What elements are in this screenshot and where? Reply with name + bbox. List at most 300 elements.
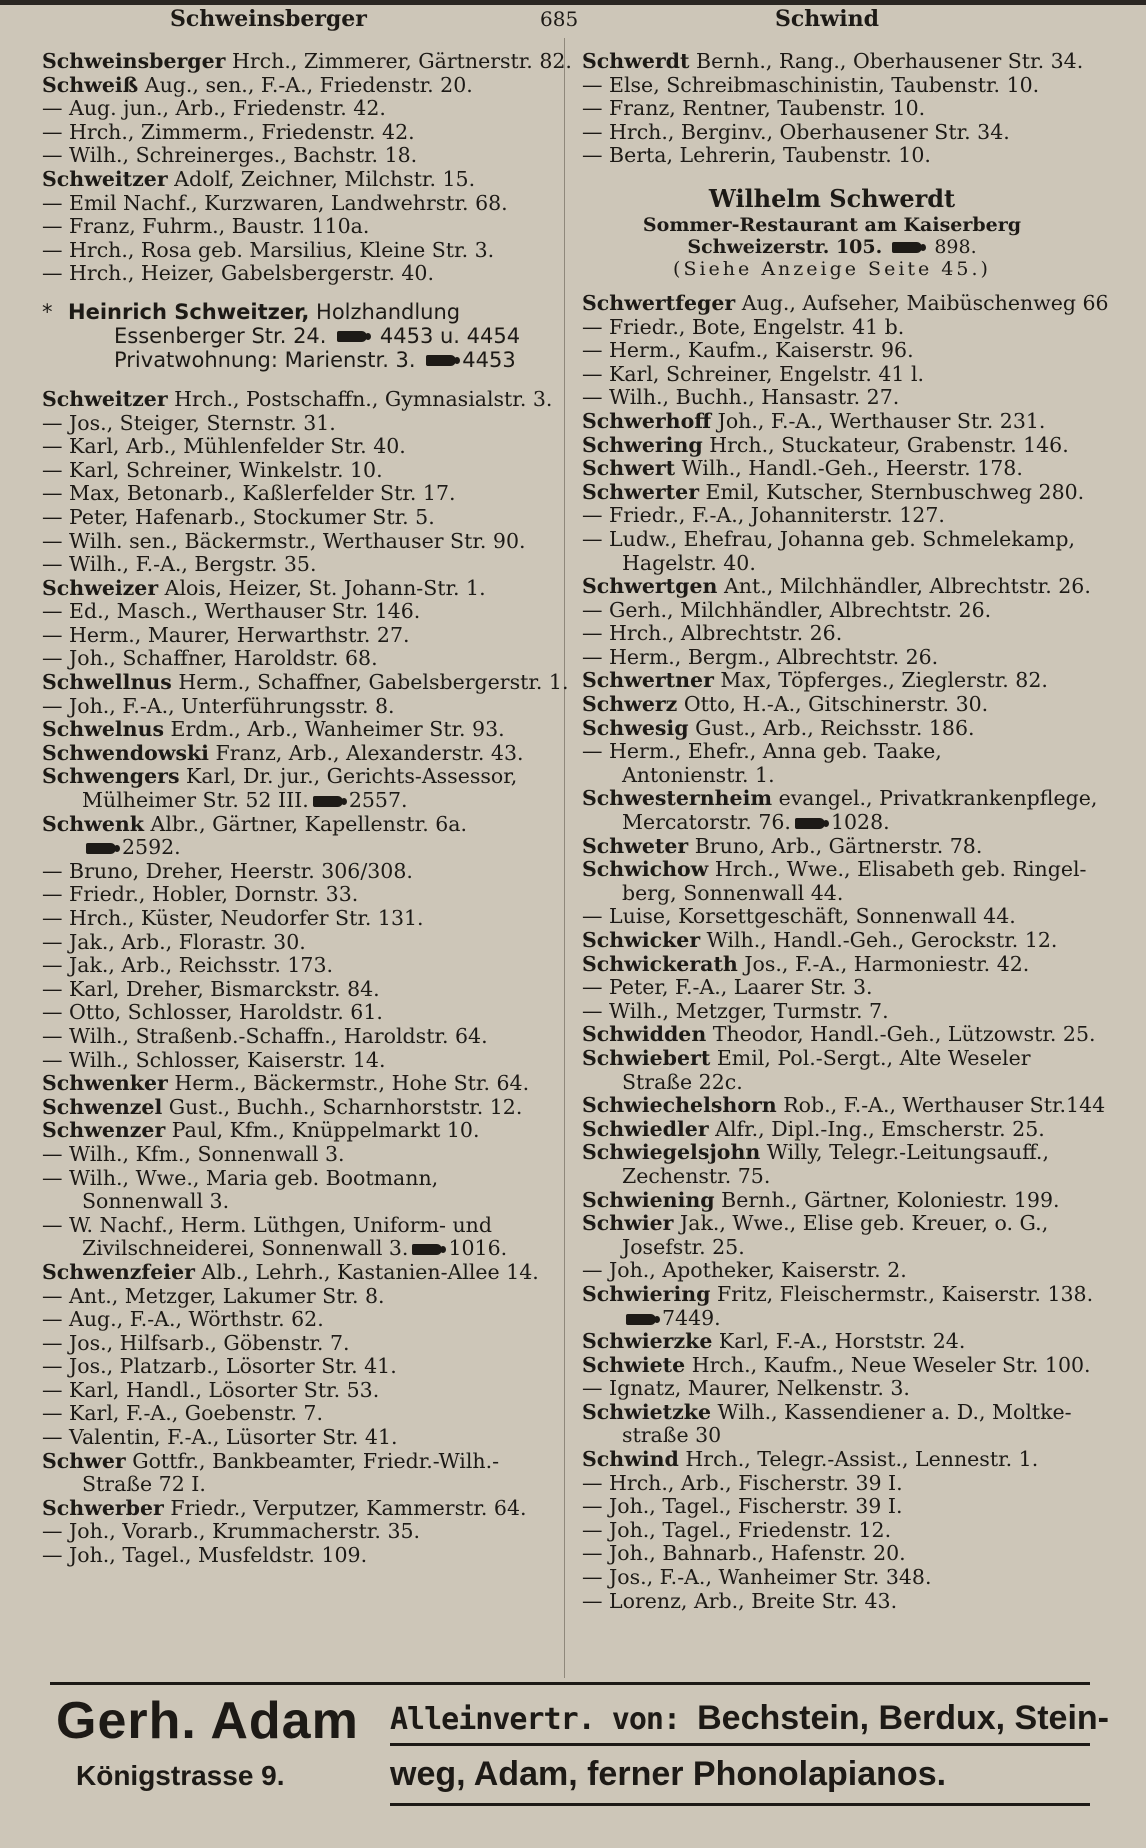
entry-details: — Herm., Maurer, Herwarthstr. 27.	[42, 622, 410, 647]
sad-phone: 898.	[934, 235, 977, 258]
entry-details: — Hrch., Küster, Neudorfer Str. 131.	[42, 906, 424, 930]
header-left-keyword: Schweinsberger	[170, 6, 367, 32]
entry-phone: 1016.	[448, 1236, 508, 1261]
left-entries-2	[42, 386, 569, 1568]
ad-private-address: Privatwohnung: Marienstr. 3.	[114, 347, 416, 372]
entry-details: — Karl, Schreiner, Engelstr. 41 l.	[582, 361, 925, 386]
directory-entry	[42, 239, 552, 263]
entry-details: — Joh., F.-A., Unterführungsstr. 8.	[42, 693, 395, 718]
directory-entry	[42, 1379, 552, 1403]
ad-phone: 4453 u. 4454	[379, 323, 521, 348]
entry-details: — Hrch., Heizer, Gabelsbergerstr. 40.	[42, 261, 434, 286]
entry-surname: Schwertner	[582, 668, 714, 693]
entry-details: — Herm., Kaufm., Kaiserstr. 96.	[582, 338, 914, 363]
directory-entry	[582, 1259, 1082, 1283]
sad-line1: Sommer-Restaurant am Kaiserberg	[642, 213, 1022, 236]
entry-details: Wilh., Kassendiener a. D., Moltke-	[711, 1399, 1072, 1424]
entry-details: Joh., F.-A., Werthauser Str. 231.	[711, 408, 1046, 433]
entry-details: — Joh., Tagel., Friedenstr. 12.	[582, 1517, 892, 1542]
schwerdt-advertisement	[582, 184, 1082, 280]
directory-entry	[582, 693, 1082, 717]
directory-entry	[582, 953, 1082, 977]
entry-details: — Bruno, Dreher, Heerstr. 306/308.	[42, 858, 413, 883]
directory-entry	[582, 857, 1087, 882]
entry-phone: 2592.	[122, 835, 181, 860]
directory-entry	[42, 388, 552, 412]
entry-phone: 1028.	[830, 810, 890, 835]
entry-details: — Jak., Arb., Reichsstr. 173.	[42, 953, 334, 978]
directory-entry	[582, 434, 1082, 458]
directory-entry	[582, 1448, 1082, 1472]
entry-details: Erdm., Arb., Wanheimer Str. 93.	[164, 717, 505, 742]
directory-entry	[42, 1497, 552, 1521]
entry-details: Alfr., Dipl.-Ing., Emscherstr. 25.	[708, 1116, 1045, 1141]
entry-details: Bernh., Gärtner, Koloniestr. 199.	[714, 1187, 1060, 1212]
entry-surname: Schwiening	[582, 1187, 715, 1212]
directory-entry	[42, 144, 552, 168]
ad-private-phone: 4453	[462, 347, 516, 372]
entry-details: — Franz, Fuhrm., Baustr. 110a.	[42, 214, 370, 239]
entry-details: Herm., Bäckermstr., Hohe Str. 64.	[167, 1071, 530, 1096]
entry-details: Adolf, Zeichner, Milchstr. 15.	[167, 166, 476, 191]
directory-entry	[582, 1165, 1082, 1189]
entry-details: Mülheimer Str. 52 III.	[82, 788, 309, 813]
directory-entry	[42, 459, 552, 483]
entry-surname: Schwer	[42, 1448, 126, 1473]
entry-details: — Karl, Schreiner, Winkelstr. 10.	[42, 457, 383, 482]
entry-details: Friedr., Verputzer, Kammerstr. 64.	[163, 1495, 527, 1520]
entry-details: — Karl, Dreher, Bismarckstr. 84.	[42, 976, 380, 1001]
directory-entry	[582, 929, 1082, 953]
directory-entry	[42, 1001, 552, 1025]
entry-details: Hrch., Telegr.-Assist., Lennestr. 1.	[678, 1447, 1039, 1472]
entry-details: straße 30	[622, 1423, 722, 1448]
entry-details: Jos., F.-A., Harmoniestr. 42.	[737, 951, 1030, 976]
directory-entry	[582, 144, 1082, 168]
bottom-ad-rule	[390, 1743, 1090, 1746]
directory-entry	[42, 765, 552, 789]
directory-entry	[42, 860, 552, 884]
entry-phone: 7449.	[662, 1305, 721, 1330]
entry-details: — Joh., Apotheker, Kaiserstr. 2.	[582, 1258, 907, 1283]
directory-entry	[42, 97, 552, 121]
directory-entry	[582, 1022, 1096, 1047]
right-column	[582, 49, 1109, 1613]
directory-entry	[582, 1093, 1106, 1118]
directory-entry	[42, 1544, 552, 1568]
entry-details: — Franz, Rentner, Taubenstr. 10.	[582, 96, 926, 121]
entry-details: — Ed., Masch., Werthauser Str. 146.	[42, 599, 421, 624]
directory-entry	[42, 1190, 552, 1214]
entry-details: — Peter, Hafenarb., Stockumer Str. 5.	[42, 504, 435, 529]
bottom-ad-address: Königstrasse 9.	[76, 1760, 285, 1791]
directory-entry	[42, 1049, 552, 1073]
directory-entry	[42, 670, 569, 695]
directory-entry	[42, 978, 552, 1002]
sad-line2	[582, 236, 1082, 258]
directory-entry	[582, 1189, 1082, 1213]
entry-details: Sonnenwall 3.	[82, 1189, 230, 1214]
directory-entry	[42, 553, 552, 577]
directory-entry	[42, 742, 552, 766]
entry-details: — Wilh., Straßenb.-Schaffn., Haroldstr. 64.	[42, 1023, 488, 1048]
sad-line3: (Siehe Anzeige Seite 45.)	[673, 257, 991, 280]
left-column	[42, 49, 572, 1568]
entry-details: — W. Nachf., Herm. Lüthgen, Uniform- und	[42, 1212, 492, 1237]
entry-surname: Schwenk	[42, 811, 144, 836]
entry-details: — Jos., F.-A., Wanheimer Str. 348.	[582, 1565, 932, 1590]
directory-entry	[42, 1143, 552, 1167]
entry-surname: Schwerter	[582, 479, 699, 504]
entry-details: Bernh., Rang., Oberhausener Str. 34.	[689, 49, 1084, 73]
column-divider	[564, 38, 565, 1678]
directory-entry	[582, 835, 1082, 859]
directory-entry	[582, 976, 1082, 1000]
schweitzer-advertisement	[42, 300, 552, 372]
directory-entry	[582, 50, 1082, 74]
entry-surname: Schwerhoff	[582, 408, 712, 433]
entry-details: — Joh., Tagel., Musfeldstr. 109.	[42, 1543, 368, 1568]
directory-entry	[582, 316, 1082, 340]
ad-address: Essenberger Str. 24.	[114, 323, 327, 348]
entry-details: — Hrch., Albrechtstr. 26.	[582, 621, 843, 646]
entry-surname: Schwenker	[42, 1071, 168, 1096]
entry-details: Aug., sen., F.-A., Friedenstr. 20.	[138, 72, 473, 97]
directory-entry	[582, 1377, 1082, 1401]
directory-entry	[582, 1330, 1082, 1354]
entry-surname: Schwengers	[42, 764, 180, 789]
directory-entry	[42, 1167, 552, 1191]
directory-entry	[582, 1071, 1082, 1095]
entry-details: Gust., Buchh., Scharnhorststr. 12.	[162, 1094, 523, 1119]
entry-details: Albr., Gärtner, Kapellenstr. 6a.	[144, 811, 468, 836]
right-entries-1	[582, 50, 1082, 168]
entry-details: — Friedr., F.-A., Johanniterstr. 127.	[582, 503, 945, 528]
entry-details: Zivilschneiderei, Sonnenwall 3.	[82, 1236, 409, 1261]
directory-entry	[42, 789, 552, 813]
directory-entry	[582, 410, 1082, 434]
directory-entry	[42, 931, 552, 955]
directory-entry	[42, 1308, 552, 1332]
entry-details: Josefstr. 25.	[622, 1234, 745, 1259]
entry-surname: Schwenzel	[42, 1094, 163, 1119]
left-entries-1	[42, 49, 572, 286]
telephone-icon	[86, 843, 116, 854]
directory-entry	[582, 1401, 1082, 1425]
header-right-keyword: Schwind	[775, 6, 879, 32]
entry-details: Antonienstr. 1.	[622, 762, 775, 787]
entry-details: Hrch., Wwe., Elisabeth geb. Ringel-	[708, 857, 1087, 882]
entry-details: — Lorenz, Arb., Breite Str. 43.	[582, 1588, 898, 1613]
telephone-icon	[313, 796, 343, 807]
directory-entry	[582, 339, 1082, 363]
entry-details: — Jos., Platzarb., Lösorter Str. 41.	[42, 1354, 397, 1379]
directory-entry	[582, 479, 1085, 505]
entry-surname: Schweitzer	[42, 386, 168, 411]
telephone-icon	[426, 355, 456, 366]
directory-entry	[582, 97, 1082, 121]
directory-entry	[42, 1450, 552, 1474]
entry-details: Hrch., Kaufm., Neue Weseler Str. 100.	[685, 1352, 1091, 1377]
directory-entry	[42, 1025, 552, 1049]
entry-details: Theodor, Handl.-Geh., Lützowstr. 25.	[706, 1022, 1096, 1047]
directory-entry	[42, 1402, 552, 1426]
entry-details: Herm., Schaffner, Gabelsbergerstr. 1.	[171, 670, 569, 695]
entry-details: — Karl, Arb., Mühlenfelder Str. 40.	[42, 434, 406, 459]
entry-details: Karl, F.-A., Horststr. 24.	[712, 1329, 966, 1354]
entry-surname: Schweiß	[42, 72, 139, 97]
directory-entry	[42, 695, 552, 719]
entry-surname: Schwichow	[582, 857, 709, 882]
directory-entry	[42, 1096, 552, 1120]
directory-entry	[582, 646, 1082, 670]
entry-surname: Schweter	[582, 833, 689, 858]
directory-entry	[42, 600, 552, 624]
page-number: 685	[540, 7, 579, 31]
directory-entry	[42, 506, 552, 530]
entry-details: — Wilh., Kfm., Sonnenwall 3.	[42, 1141, 345, 1166]
directory-entry	[582, 1542, 1082, 1566]
directory-entry	[42, 1072, 552, 1096]
entry-details: Wilh., Handl.-Geh., Gerockstr. 12.	[700, 928, 1058, 952]
directory-entry	[582, 1566, 1082, 1590]
entry-details: — Wilh., Metzger, Turmstr. 7.	[582, 998, 889, 1023]
directory-entry	[582, 1590, 1082, 1614]
directory-entry	[582, 811, 1082, 835]
entry-details: — Ludw., Ehefrau, Johanna geb. Schmelekamp,	[582, 526, 1076, 551]
directory-entry	[42, 1520, 552, 1544]
directory-entry	[582, 528, 1082, 552]
ad-trade: Holzhandlung	[309, 299, 461, 324]
entry-surname: Schwerdt	[582, 49, 690, 73]
entry-details: Emil, Pol.-Sergt., Alte Weseler	[710, 1045, 1031, 1070]
directory-entry	[42, 530, 552, 554]
directory-entry	[582, 1424, 1082, 1448]
directory-entry	[582, 905, 1082, 929]
directory-entry	[42, 215, 552, 239]
entry-details: — Else, Schreibmaschinistin, Taubenstr. 10.	[582, 72, 1040, 97]
entry-surname: Schwind	[582, 1447, 679, 1472]
directory-entry	[582, 363, 1082, 387]
telephone-icon	[795, 818, 825, 829]
entry-details: — Herm., Bergm., Albrechtstr. 26.	[582, 644, 939, 669]
directory-entry	[42, 1261, 552, 1285]
directory-entry	[582, 1519, 1082, 1543]
entry-details: — Ant., Metzger, Lakumer Str. 8.	[42, 1283, 385, 1308]
directory-entry	[42, 412, 552, 436]
directory-entry	[42, 1119, 552, 1143]
directory-entry	[42, 1426, 552, 1450]
entry-details: — Emil Nachf., Kurzwaren, Landwehrstr. 68.	[42, 190, 508, 215]
directory-entry	[42, 718, 552, 742]
directory-entry	[582, 882, 1082, 906]
directory-entry	[42, 647, 552, 671]
bottom-advertisement	[50, 1682, 1109, 1815]
entry-surname: Schwesig	[582, 715, 689, 740]
entry-details: — Berta, Lehrerin, Taubenstr. 10.	[582, 143, 931, 168]
entry-surname: Schweitzer	[42, 166, 168, 191]
entry-details: — Jak., Arb., Florastr. 30.	[42, 929, 306, 954]
entry-details: berg, Sonnenwall 44.	[622, 880, 844, 905]
directory-entry	[42, 907, 552, 931]
directory-entry	[42, 1285, 552, 1309]
entry-details: — Hrch., Rosa geb. Marsilius, Kleine Str. 3.	[42, 237, 495, 262]
entry-surname: Schwier	[582, 1211, 674, 1236]
directory-entry	[42, 813, 552, 837]
entry-details: — Wilh. sen., Bäckermstr., Werthauser Str. 90.	[42, 528, 526, 553]
bottom-ad-rule-2	[390, 1803, 1090, 1806]
directory-entry	[582, 717, 1082, 741]
entry-details: — Joh., Vorarb., Krummacherstr. 35.	[42, 1519, 421, 1544]
entry-details: — Wilh., Schreinerges., Bachstr. 18.	[42, 143, 418, 168]
entry-surname: Schwiegelsjohn	[582, 1140, 761, 1165]
telephone-icon	[626, 1314, 656, 1325]
entry-surname: Schwelnus	[42, 717, 165, 742]
entry-surname: Schwiering	[582, 1281, 711, 1306]
directory-entry	[42, 435, 552, 459]
entry-surname: Schwerber	[42, 1495, 164, 1520]
entry-details: — Luise, Korsettgeschäft, Sonnenwall 44.	[582, 904, 1016, 929]
directory-entry	[42, 836, 552, 860]
directory-entry	[582, 622, 1082, 646]
entry-details: Alb., Lehrh., Kastanien-Allee 14.	[194, 1259, 539, 1284]
directory-entry	[582, 552, 1082, 576]
directory-entry	[42, 883, 552, 907]
directory-entry	[582, 290, 1109, 316]
entry-details: — Karl, Handl., Lösorter Str. 53.	[42, 1377, 380, 1402]
entry-details: evangel., Privatkrankenpflege,	[772, 786, 1098, 811]
entry-details: Gust., Arb., Reichsstr. 186.	[688, 715, 975, 740]
entry-surname: Schwickerath	[582, 951, 738, 976]
entry-details: Franz, Arb., Alexanderstr. 43.	[208, 740, 524, 765]
entry-surname: Schwenzfeier	[42, 1259, 195, 1284]
entry-details: — Gerh., Milchhändler, Albrechtstr. 26.	[582, 597, 992, 622]
entry-details: Otto, H.-A., Gitschinerstr. 30.	[677, 692, 989, 717]
entry-details: — Joh., Bahnarb., Hafenstr. 20.	[582, 1541, 906, 1566]
directory-entry	[582, 1281, 1094, 1307]
entry-surname: Schwerz	[582, 692, 678, 717]
entry-surname: Schwicker	[582, 928, 701, 952]
entry-details: — Hrch., Arb., Fischerstr. 39 I.	[582, 1470, 903, 1495]
telephone-icon	[892, 242, 922, 253]
entry-details: Aug., Aufseher, Maibüschenweg 66	[735, 290, 1109, 315]
directory-entry	[582, 764, 1082, 788]
entry-surname: Schwendowski	[42, 740, 209, 765]
directory-entry	[42, 624, 552, 648]
directory-entry	[582, 669, 1082, 693]
entry-details: — Aug., F.-A., Wörthstr. 62.	[42, 1307, 324, 1332]
entry-surname: Schwering	[582, 432, 703, 457]
entry-details: — Aug. jun., Arb., Friedenstr. 42.	[42, 96, 386, 121]
entry-surname: Schwenzer	[42, 1118, 166, 1143]
sad-name: Wilhelm Schwerdt	[708, 183, 956, 213]
ad-name: Heinrich Schweitzer,	[68, 299, 310, 324]
directory-entry	[582, 1472, 1082, 1496]
entry-details: — Wilh., Wwe., Maria geb. Bootmann,	[42, 1165, 439, 1190]
entry-surname: Schwesternheim	[582, 786, 773, 811]
bottom-ad-company: Gerh. Adam	[56, 1692, 359, 1750]
directory-entry	[42, 74, 552, 98]
entry-surname: Schweinsberger	[42, 49, 226, 73]
entry-details: Willy, Telegr.-Leitungsauff.,	[760, 1140, 1049, 1165]
entry-phone: 2557.	[348, 788, 408, 813]
directory-entry	[42, 262, 552, 286]
directory-entry	[582, 574, 1091, 599]
directory-entry	[582, 121, 1082, 145]
entry-details: Jak., Wwe., Elise geb. Kreuer, o. G.,	[673, 1211, 1049, 1236]
directory-entry	[42, 1355, 552, 1379]
entry-details: — Herm., Ehefr., Anna geb. Taake,	[582, 739, 942, 764]
directory-entry	[582, 1352, 1091, 1378]
entry-details: Hagelstr. 40.	[622, 550, 756, 575]
entry-surname: Schwellnus	[42, 670, 172, 695]
directory-entry	[582, 786, 1098, 811]
entry-details: Fritz, Fleischermstr., Kaiserstr. 138.	[710, 1281, 1094, 1306]
entry-details: — Hrch., Zimmerm., Friedenstr. 42.	[42, 119, 415, 144]
directory-entry	[582, 1307, 1082, 1331]
entry-details: Hrch., Zimmerer, Gärtnerstr. 82.	[225, 49, 572, 73]
directory-entry	[42, 1237, 552, 1261]
entry-details: Ant., Milchhändler, Albrechtstr. 26.	[717, 574, 1091, 599]
entry-details: — Karl, F.-A., Goebenstr. 7.	[42, 1401, 323, 1426]
entry-surname: Schwiechelshorn	[582, 1093, 777, 1118]
entry-details: Zechenstr. 75.	[622, 1163, 771, 1188]
directory-entry	[42, 121, 552, 145]
entry-surname: Schwiedler	[582, 1116, 709, 1141]
directory-entry	[582, 1212, 1082, 1236]
entry-details: Straße 22c.	[622, 1069, 743, 1094]
entry-details: — Max, Betonarb., Kaßlerfelder Str. 17.	[42, 481, 456, 506]
entry-surname: Schwiete	[582, 1352, 686, 1377]
directory-entry	[582, 740, 1082, 764]
entry-details: Straße 72 I.	[82, 1472, 206, 1497]
directory-entry	[42, 482, 552, 506]
directory-entry	[582, 1000, 1082, 1024]
bottom-ad-line1: Alleinvertr. von: Bechstein, Berdux, Stein-	[390, 1699, 1109, 1737]
entry-surname: Schwertgen	[582, 574, 718, 599]
entry-surname: Schwierzke	[582, 1329, 713, 1354]
directory-entry	[582, 457, 1082, 481]
directory-entry	[42, 168, 552, 192]
entry-details: — Wilh., Schlosser, Kaiserstr. 14.	[42, 1047, 386, 1072]
telephone-icon	[412, 1244, 442, 1255]
entry-details: — Joh., Tagel., Fischerstr. 39 I.	[582, 1494, 903, 1519]
directory-entry	[582, 1118, 1082, 1142]
entry-surname: Schwert	[582, 456, 676, 481]
entry-details: Mercatorstr. 76.	[622, 810, 791, 835]
directory-entry	[582, 1495, 1082, 1519]
entry-details: — Wilh., Buchh., Hansastr. 27.	[582, 385, 900, 410]
entry-details: — Friedr., Bote, Engelstr. 41 b.	[582, 314, 905, 339]
directory-entry	[582, 1236, 1082, 1260]
entry-details: Karl, Dr. jur., Gerichts-Assessor,	[179, 764, 518, 789]
directory-entry	[582, 599, 1082, 623]
right-entries-2	[582, 290, 1109, 1613]
entry-details: Wilh., Handl.-Geh., Heerstr. 178.	[675, 456, 1023, 481]
entry-details: — Otto, Schlosser, Haroldstr. 61.	[42, 1000, 383, 1025]
bottom-ad-line2: weg, Adam, ferner Phonolapianos.	[390, 1755, 947, 1793]
entry-details: — Jos., Hilfsarb., Göbenstr. 7.	[42, 1330, 350, 1355]
directory-entry	[582, 1141, 1082, 1165]
entry-details: — Jos., Steiger, Sternstr. 31.	[42, 410, 336, 435]
entry-details: Paul, Kfm., Knüppelmarkt 10.	[165, 1118, 480, 1143]
entry-details: Max, Töpferges., Zieglerstr. 82.	[713, 668, 1048, 693]
entry-details: Alois, Heizer, St. Johann-Str. 1.	[158, 575, 486, 600]
directory-entry	[42, 49, 572, 74]
entry-surname: Schwiebert	[582, 1045, 711, 1070]
entry-surname: Schwietzke	[582, 1399, 712, 1424]
entry-details: Hrch., Stuckateur, Grabenstr. 146.	[702, 432, 1069, 457]
